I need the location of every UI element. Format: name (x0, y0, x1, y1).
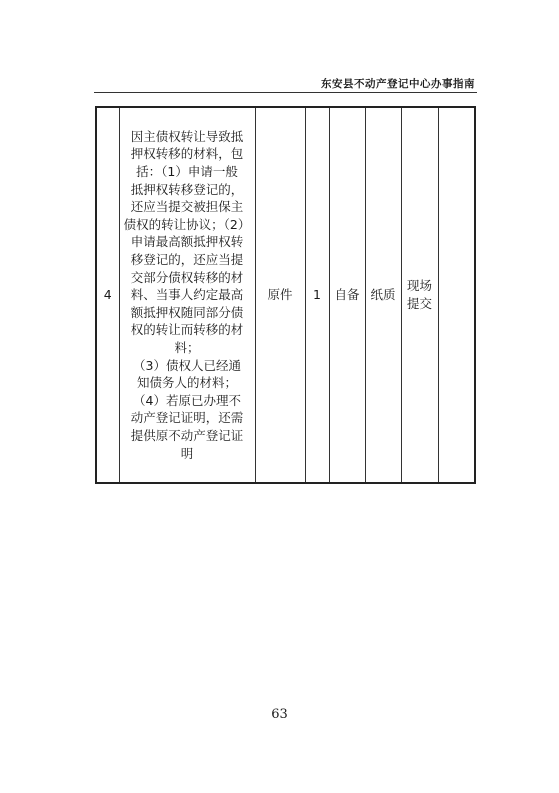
table-row (97, 108, 474, 482)
description-line: 还应当提交被担保主 (130, 199, 244, 215)
description-line: 权的转让而转移的材 (130, 322, 244, 338)
materials-table (95, 106, 476, 484)
description-line: 知债务人的材料； (136, 375, 237, 391)
description-line: 抵押权转移登记的， (130, 181, 244, 197)
row-index: 4 (97, 108, 119, 482)
header-title: 东安县不动产登记中心办事指南 (321, 78, 475, 90)
material-note (438, 108, 474, 482)
material-type: 原件 (255, 108, 305, 482)
material-description (119, 108, 255, 482)
material-format: 纸质 (365, 108, 401, 482)
description-line: 料、当事人约定最高 (130, 287, 244, 303)
description-line: 括：（1）申请一般 (136, 164, 238, 180)
description-line: 移登记的，还应当提 (130, 252, 244, 268)
description-line: 交部分债权转移的材 (130, 269, 244, 285)
submission-method (401, 108, 438, 482)
material-count: 1 (305, 108, 329, 482)
description-line: 明 (180, 445, 194, 461)
description-line: 动产登记证明，还需 (130, 410, 244, 426)
material-source: 自备 (329, 108, 365, 482)
header-rule (94, 92, 477, 93)
description-line: 料； (174, 339, 200, 355)
page-number: 63 (271, 707, 288, 722)
description-line: 因主债权转让导致抵 (130, 128, 244, 144)
description-line: 提供原不动产登记证 (130, 427, 244, 443)
description-line: 额抵押权随同部分债 (130, 304, 244, 320)
description-line: 债权的转让协议；（2） (123, 216, 251, 232)
description-line: （4）若原已办理不 (133, 392, 241, 408)
description-line: 申请最高额抵押权转 (130, 234, 244, 250)
description-line: （3）债权人已经通 (133, 357, 241, 373)
description-line: 押权转移的材料，包 (130, 146, 244, 162)
submission-method-text: 现场提交 (406, 278, 432, 311)
